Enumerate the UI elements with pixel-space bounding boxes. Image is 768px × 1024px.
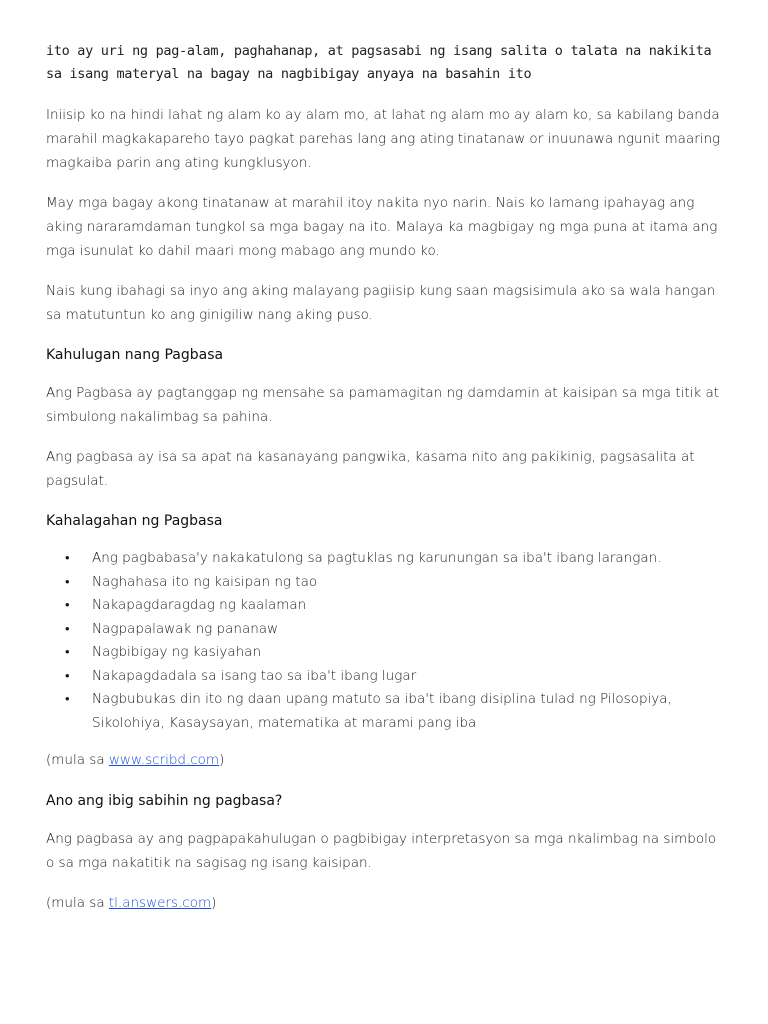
list-item: [46, 665, 726, 689]
heading-kahulugan: Kahulugan nang Pagbasa: [46, 347, 224, 363]
paragraph-kahulugan-1: Ang Pagbasa ay pagtanggap ng mensahe sa pamamagitan ng damdamin at kaisipan sa mga titik at simbulong nakalimbag sa pahina.: [46, 385, 720, 425]
paragraph-1: Iniisip ko na hindi lahat ng alam ko ay alam mo, at lahat ng alam mo ay alam ko, sa kabilang banda marahil magkakapareho tayo pagkat parehas lang ang ating tinatanaw or inuunawa ngunit maaring magkaiba parin ang ating kungklusyon.: [46, 107, 721, 171]
list-item: [46, 571, 726, 595]
source-prefix: (mula sa: [46, 895, 109, 911]
heading-ibig-sabihin: Ano ang ibig sabihin ng pagbasa?: [46, 793, 283, 809]
source-prefix: (mula sa: [46, 752, 109, 768]
list-item-text: Naghahasa ito ng kaisipan ng tao: [92, 573, 318, 590]
heading-kahalagahan: Kahalagahan ng Pagbasa: [46, 513, 223, 529]
list-item-text: Nagpapalawak ng pananaw: [92, 620, 279, 637]
source-citation-answers: [46, 891, 726, 915]
bullet-icon: •: [65, 598, 70, 613]
list-item: [46, 618, 726, 642]
source-suffix: ): [219, 752, 225, 768]
list-item: [46, 547, 726, 571]
list-item-text: Nakapagdadala sa isang tao sa iba't ibang lugar: [92, 667, 417, 684]
paragraph-3: Nais kung ibahagi sa inyo ang aking malayang pagiisip kung saan magsisimula ako sa wala hangan sa matutuntun ko ang ginigiliw nang aking puso.: [46, 283, 716, 323]
bullet-icon: •: [65, 692, 70, 707]
source-citation-scribd: [46, 748, 726, 772]
bullet-icon: •: [65, 574, 70, 590]
list-item: [46, 688, 726, 735]
bullet-icon: •: [65, 645, 70, 660]
document-page: [46, 40, 726, 932]
bullet-icon: •: [65, 621, 70, 637]
list-item: [46, 641, 726, 665]
bullet-icon: •: [65, 551, 70, 566]
paragraph-2: May mga bagay akong tinatanaw at marahil itoy nakita nyo narin. Nais ko lamang ipahayag ang aking nararamdaman tungkol sa mga bagay na ito. Malaya ka magbigay ng mga puna at itama ang mga isunulat ko dahil maari mong mabago ang mundo ko.: [46, 195, 718, 259]
source-suffix: ): [211, 895, 217, 911]
paragraph-ibig-sabihin: Ang pagbasa ay ang pagpapakahulugan o pagbibigay interpretasyon sa mga nkalimbag na simbolo o sa mga nakatitik na sagisag ng isang kaisipan.: [46, 831, 717, 871]
list-item-text: Nagbibigay ng kasiyahan: [92, 644, 262, 660]
bullet-icon: •: [65, 668, 70, 684]
list-item-text: Nakapagdaragdag ng kaalaman: [92, 597, 307, 613]
list-item: [46, 594, 726, 618]
intro-paragraph: ito ay uri ng pag-alam, paghahanap, at pagsasabi ng isang salita o talata na nakikita sa isang materyal na bagay na nagbibigay anyaya na basahin ito: [46, 43, 712, 82]
scribd-link[interactable]: www.scribd.com: [108, 752, 220, 768]
answers-link[interactable]: tl.answers.com: [108, 895, 212, 911]
bullet-list: [46, 547, 726, 735]
list-item-text: Nagbubukas din ito ng daan upang matuto sa iba't ibang disiplina tulad ng Pilosopiya, Sikolohiya, Kasaysayan, matematika at marami pang iba: [92, 691, 672, 731]
list-item-text: Ang pagbabasa'y nakakatulong sa pagtuklas ng karunungan sa iba't ibang larangan.: [92, 550, 662, 566]
paragraph-kahulugan-2: Ang pagbasa ay isa sa apat na kasanayang pangwika, kasama nito ang pakikinig, pagsasalita at pagsulat.: [46, 449, 695, 489]
